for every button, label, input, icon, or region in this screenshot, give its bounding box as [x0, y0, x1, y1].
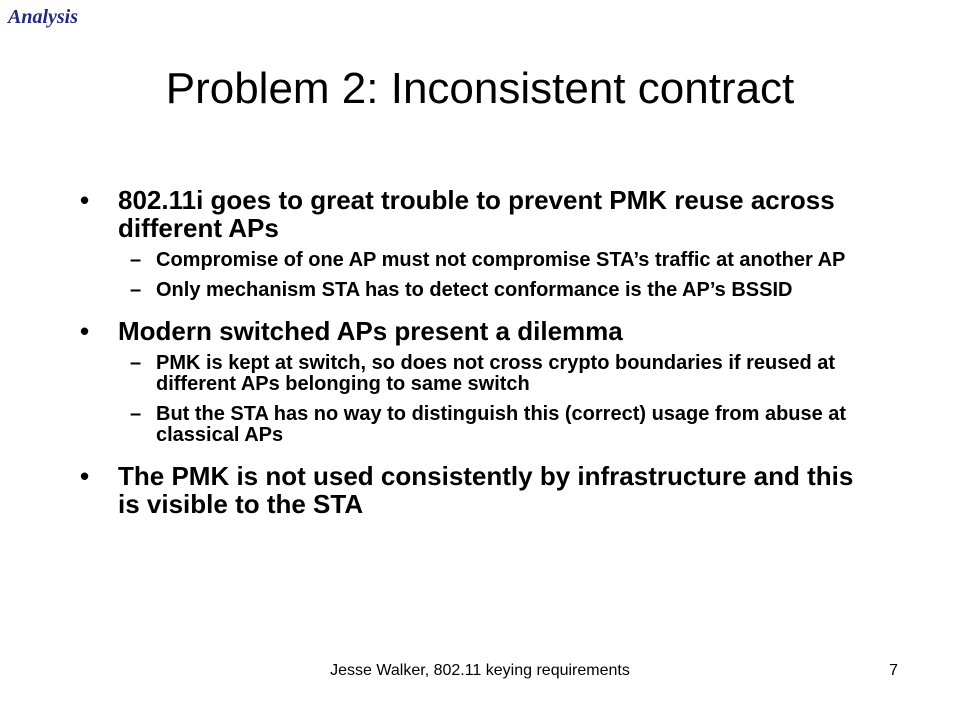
sub-bullet-marker: – — [130, 352, 142, 374]
sub-bullet-item — [80, 353, 880, 395]
bullet-text: Modern switched APs present a dilemma — [118, 316, 623, 346]
slide-body — [80, 186, 880, 528]
sub-bullet-text: Only mechanism STA has to detect conformance is the AP’s BSSID — [156, 279, 793, 301]
bullet-item — [80, 462, 880, 518]
sub-bullet-text: PMK is kept at switch, so does not cross crypto boundaries if reused at different APs belonging to same switch — [156, 352, 836, 395]
sub-bullet-text: Compromise of one AP must not compromise STA’s traffic at another AP — [156, 249, 846, 271]
section-label: Analysis — [8, 6, 79, 28]
bullet-marker: • — [80, 316, 90, 346]
bullet-marker: • — [80, 185, 90, 215]
sub-bullet-item — [80, 250, 880, 271]
sub-bullet-text: But the STA has no way to distinguish this (correct) usage from abuse at classical APs — [156, 403, 847, 446]
slide-footer: Jesse Walker, 802.11 keying requirements — [330, 662, 630, 679]
slide-title: Problem 2: Inconsistent contract — [165, 64, 795, 113]
bullet-text: 802.11i goes to great trouble to prevent PMK reuse across different APs — [118, 185, 835, 243]
bullet-item — [80, 186, 880, 242]
sub-bullet-item — [80, 404, 880, 446]
sub-bullet-item — [80, 280, 880, 301]
sub-bullet-marker: – — [130, 279, 142, 301]
bullet-text: The PMK is not used consistently by infrastructure and this is visible to the STA — [118, 461, 854, 519]
sub-bullet-marker: – — [130, 249, 142, 271]
sub-bullet-marker: – — [130, 403, 142, 425]
page-number: 7 — [889, 662, 898, 679]
bullet-item — [80, 317, 880, 345]
bullet-marker: • — [80, 461, 90, 491]
